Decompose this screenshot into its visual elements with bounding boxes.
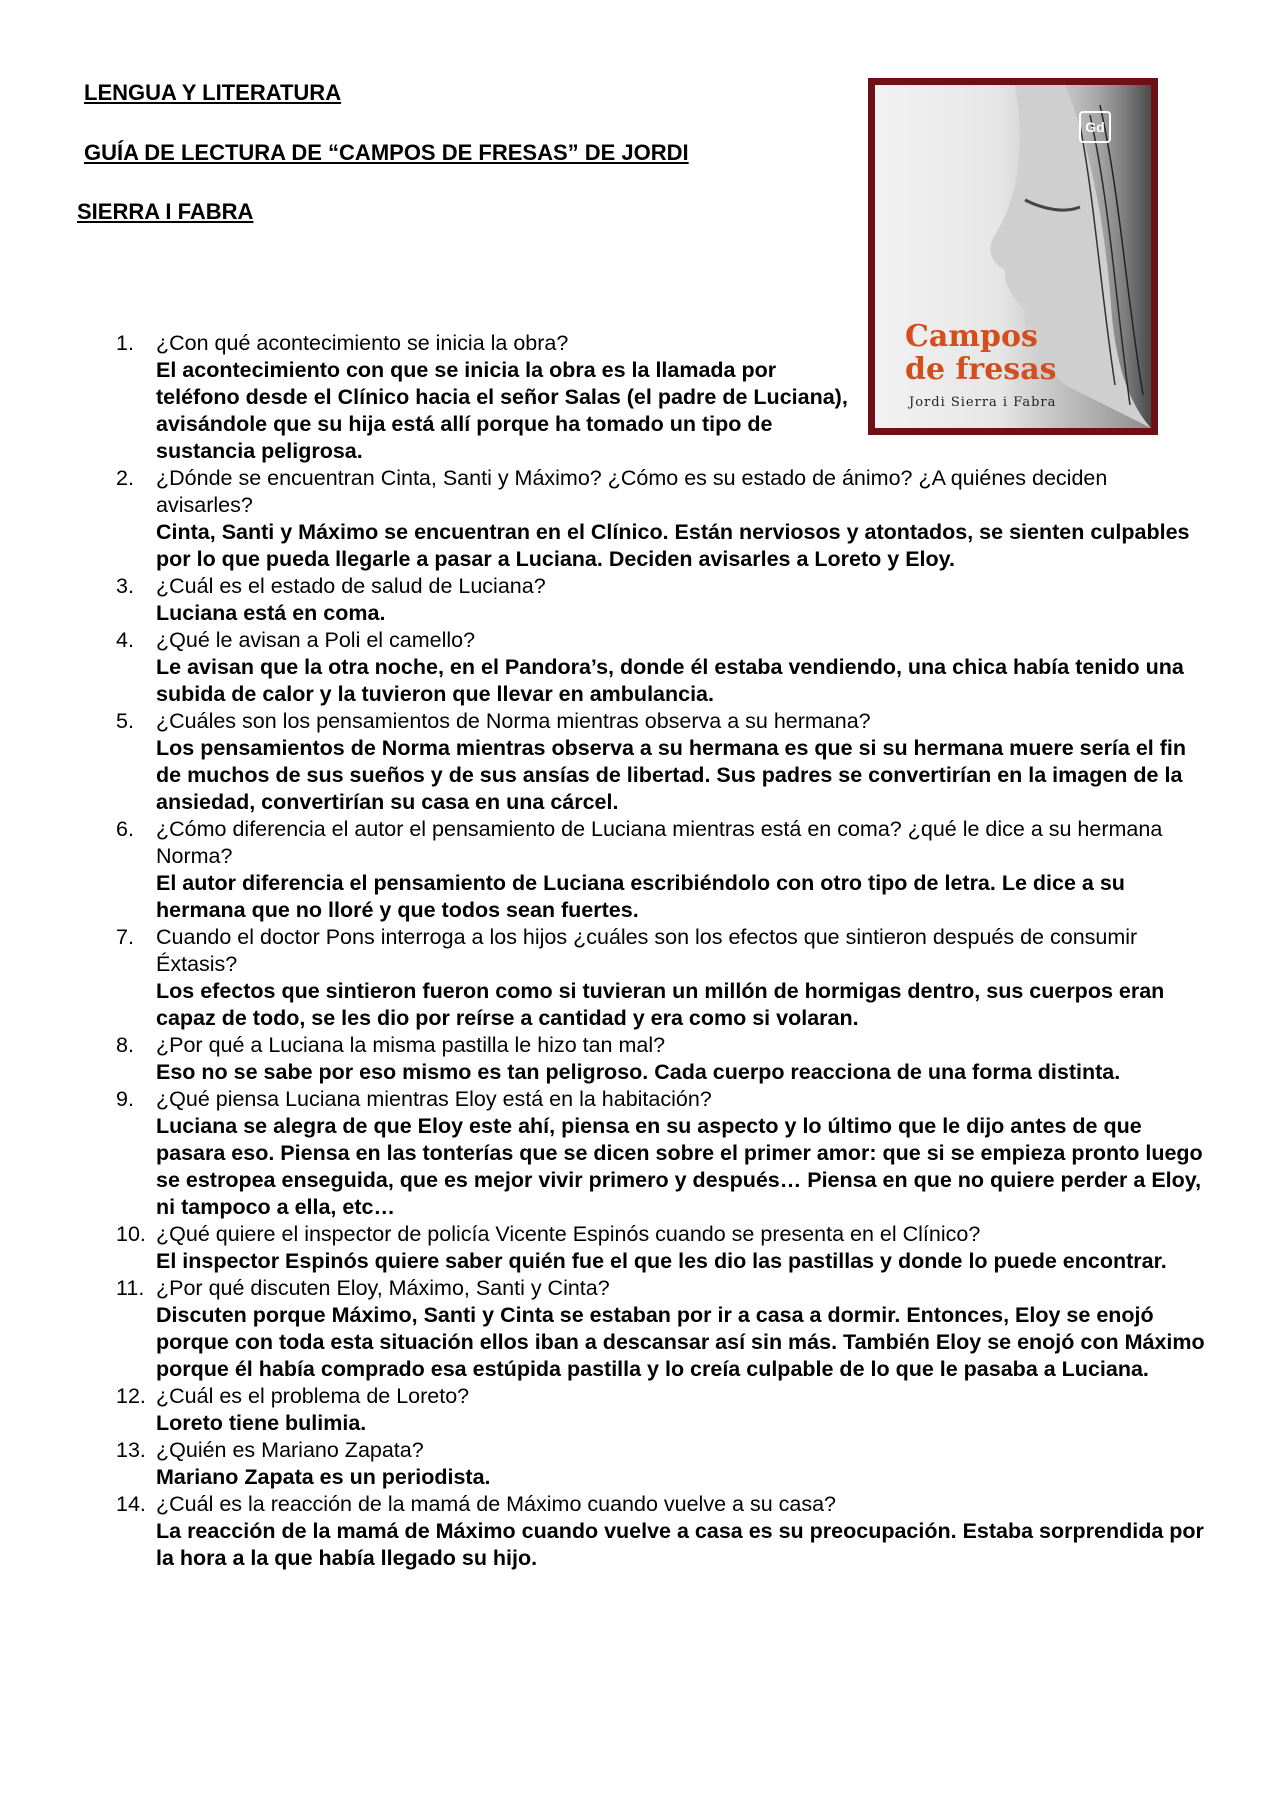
list-item <box>116 924 1206 1032</box>
item-number: 7. <box>116 925 134 949</box>
item-number: 5. <box>116 709 134 733</box>
list-item <box>116 1491 1206 1572</box>
list-item <box>116 627 1206 708</box>
item-number: 14. <box>116 1492 146 1516</box>
item-number: 6. <box>116 817 134 841</box>
question-text: ¿Qué le avisan a Poli el camello? <box>156 628 476 652</box>
item-number: 2. <box>116 466 134 490</box>
question-text: ¿Cuál es la reacción de la mamá de Máximo cuando vuelve a su casa? <box>156 1492 836 1516</box>
question-text: ¿Quién es Mariano Zapata? <box>156 1438 424 1462</box>
answer-text: Luciana está en coma. <box>156 601 386 625</box>
question-text: ¿Dónde se encuentran Cinta, Santi y Máximo? ¿Cómo es su estado de ánimo? ¿A quiénes deciden avisarles? <box>156 466 1108 517</box>
list-item <box>116 1383 1206 1437</box>
cover-title-line: de fresas <box>905 352 1057 387</box>
answer-text: El acontecimiento con que se inicia la obra es la llamada por teléfono desde el Clínico hacia el señor Salas (el padre de Luciana), avisándole que su hija está allí porque ha tomado un tipo de sustancia peligrosa. <box>156 358 848 463</box>
question-text: ¿Por qué discuten Eloy, Máximo, Santi y Cinta? <box>156 1276 610 1300</box>
question-text: ¿Qué quiere el inspector de policía Vicente Espinós cuando se presenta en el Clínico? <box>156 1222 981 1246</box>
list-item <box>116 330 1206 465</box>
doc-title-guide: GUÍA DE LECTURA DE “CAMPOS DE FRESAS” DE JORDI <box>84 140 689 165</box>
answer-text: La reacción de la mamá de Máximo cuando vuelve a casa es su preocupación. Estaba sorprendida por la hora a la que había llegado su hijo. <box>156 1519 1204 1570</box>
item-number: 3. <box>116 574 134 598</box>
item-number: 8. <box>116 1033 134 1057</box>
list-item <box>116 1221 1206 1275</box>
list-item <box>116 573 1206 627</box>
answer-text: Cinta, Santi y Máximo se encuentran en el Clínico. Están nerviosos y atontados, se sienten culpables por lo que pueda llegarle a pasar a Luciana. Deciden avisarles a Loreto y Eloy. <box>156 520 1190 571</box>
question-text: ¿Cuál es el problema de Loreto? <box>156 1384 470 1408</box>
item-number: 13. <box>116 1438 146 1462</box>
question-list <box>116 330 1206 1572</box>
list-item <box>116 708 1206 816</box>
answer-text: Loreto tiene bulimia. <box>156 1411 367 1435</box>
item-number: 11. <box>116 1276 145 1300</box>
item-number: 10. <box>116 1222 146 1246</box>
answer-text: Eso no se sabe por eso mismo es tan peligroso. Cada cuerpo reacciona de una forma distinta. <box>156 1060 1121 1084</box>
list-item <box>116 465 1206 573</box>
question-text: Cuando el doctor Pons interroga a los hijos ¿cuáles son los efectos que sintieron después de consumir Éxtasis? <box>156 925 1138 976</box>
question-text: ¿Con qué acontecimiento se inicia la obra? <box>156 331 569 355</box>
item-number: 1. <box>116 331 134 355</box>
publisher-logo: Gd <box>1079 111 1111 143</box>
question-text: ¿Por qué a Luciana la misma pastilla le hizo tan mal? <box>156 1033 666 1057</box>
answer-text: El autor diferencia el pensamiento de Luciana escribiéndolo con otro tipo de letra. Le dice a su hermana que no lloré y que todos sean fuertes. <box>156 871 1125 922</box>
list-item <box>116 1032 1206 1086</box>
list-item <box>116 1086 1206 1221</box>
answer-text: Los pensamientos de Norma mientras observa a su hermana es que si su hermana muere sería el fin de muchos de sus sueños y de sus ansías de libertad. Sus padres se convertirían en la imagen de la ansiedad, convertirían su casa en una cárcel. <box>156 736 1187 814</box>
answer-text: Le avisan que la otra noche, en el Pandora’s, donde él estaba vendiendo, una chica había tenido una subida de calor y la tuvieron que llevar en ambulancia. <box>156 655 1184 706</box>
list-item <box>116 1437 1206 1491</box>
list-item <box>116 1275 1206 1383</box>
doc-title-author: SIERRA I FABRA <box>77 199 254 224</box>
answer-text: El inspector Espinós quiere saber quién fue el que les dio las pastillas y donde lo puede encontrar. <box>156 1249 1167 1273</box>
answer-text: Los efectos que sintieron fueron como si tuvieran un millón de hormigas dentro, sus cuerpos eran capaz de todo, se les dio por reírse a cantidad y era como si volaran. <box>156 979 1165 1030</box>
item-number: 12. <box>116 1384 146 1408</box>
question-text: ¿Cuál es el estado de salud de Luciana? <box>156 574 546 598</box>
item-number: 9. <box>116 1087 134 1111</box>
cover-title-line: Campos <box>905 319 1038 354</box>
list-item <box>116 816 1206 924</box>
question-text: ¿Qué piensa Luciana mientras Eloy está en la habitación? <box>156 1087 712 1111</box>
answer-text: Discuten porque Máximo, Santi y Cinta se estaban por ir a casa a dormir. Entonces, Eloy se enojó porque con toda esta situación ellos iban a descansar así sin más. También Eloy se enojó con Máximo porque él había comprado esa estúpida pastilla y lo creía culpable de lo que le pasaba a Luciana. <box>156 1303 1205 1381</box>
question-text: ¿Cómo diferencia el autor el pensamiento de Luciana mientras está en coma? ¿qué le dice a su hermana Norma? <box>156 817 1163 868</box>
question-text: ¿Cuáles son los pensamientos de Norma mientras observa a su hermana? <box>156 709 871 733</box>
answer-text: Mariano Zapata es un periodista. <box>156 1465 491 1489</box>
item-number: 4. <box>116 628 134 652</box>
answer-text: Luciana se alegra de que Eloy este ahí, piensa en su aspecto y lo último que le dijo antes de que pasara eso. Piensa en las tonterías que se dicen sobre el primer amor: que si se empieza pronto luego se estropea enseguida, que es mejor vivir primero y después… Piensa en que no quiere perder a Eloy, ni tampoco a ella, etc… <box>156 1114 1203 1219</box>
doc-title-subject: LENGUA Y LITERATURA <box>84 80 342 105</box>
cover-author: Jordi Sierra i Fabra <box>909 395 1057 410</box>
